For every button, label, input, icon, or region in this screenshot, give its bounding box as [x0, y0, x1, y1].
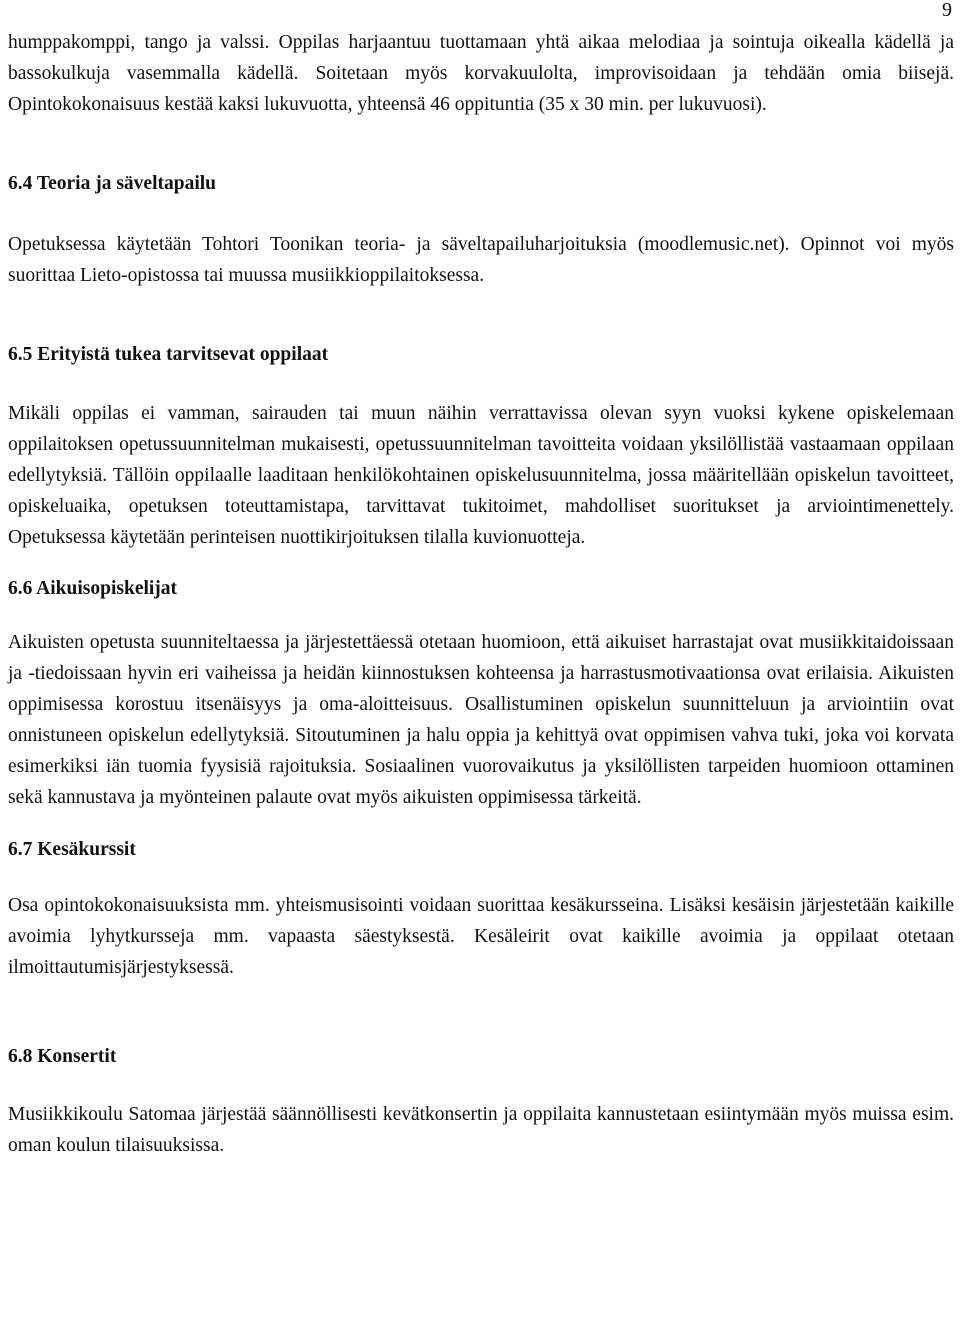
section-heading-6-5: 6.5 Erityistä tukea tarvitsevat oppilaat [8, 344, 329, 365]
page-number: 9 [942, 0, 952, 21]
section-body-6-5: Mikäli oppilas ei vamman, sairauden tai muun näihin verrattavissa olevan syyn vuoksi kykene opiskelemaan oppilaitoksen opetussuunnitelman mukaisesti, opetussuunnitelman tavoitteita voidaan yksilöllistää vastaamaan oppilaan edellytyksiä. Tällöin oppilaalle laaditaan henkilökohtainen opiskelusuunnitelma, jossa määritellään opiskelun tavoitteet, opiskeluaika, opetuksen toteuttamistapa, tarvittavat tukitoimet, mahdolliset suoritukset ja arviointimenettely. Opetuksessa käytetään perinteisen nuottikirjoituksen tilalla kuvionuotteja. [8, 403, 954, 548]
section-heading-6-8: 6.8 Konsertit [8, 1046, 117, 1067]
document-body [8, 27, 954, 1161]
section-heading-6-6: 6.6 Aikuisopiskelijat [8, 578, 178, 599]
intro-paragraph: humppakomppi, tango ja valssi. Oppilas harjaantuu tuottamaan yhtä aikaa melodiaa ja sointuja oikealla kädellä ja bassokulkuja vasemmalla kädellä. Soitetaan myös korvakuulolta, improvisoidaan ja tehdään omia biisejä. Opintokokonaisuus kestää kaksi lukuvuotta, yhteensä 46 oppituntia (35 x 30 min. per lukuvuosi). [8, 32, 954, 115]
section-body-6-4: Opetuksessa käytetään Tohtori Toonikan teoria- ja säveltapailuharjoituksia (moodlemusic.net). Opinnot voi myös suorittaa Lieto-opistossa tai muussa musiikkioppilaitoksessa. [8, 234, 954, 286]
section-heading-6-4: 6.4 Teoria ja säveltapailu [8, 173, 217, 194]
section-heading-6-7: 6.7 Kesäkurssit [8, 839, 136, 860]
section-body-6-7: Osa opintokokonaisuuksista mm. yhteismusisointi voidaan suorittaa kesäkursseina. Lisäksi kesäisin järjestetään kaikille avoimia lyhytkursseja mm. vapaasta säestyksestä. Kesäleirit ovat kaikille avoimia ja oppilaat otetaan ilmoittautumisjärjestyksessä. [8, 895, 954, 978]
section-body-6-6: Aikuisten opetusta suunniteltaessa ja järjestettäessä otetaan huomioon, että aikuiset harrastajat ovat musiikkitaidoissaan ja -tiedoissaan hyvin eri vaiheissa ja heidän kiinnostuksen kohteensa ja harrastusmotivaationsa ovat erilaisia. Aikuisten oppimisessa korostuu itsenäisyys ja oma-aloitteisuus. Osallistuminen opiskelun suunnitteluun ja arviointiin ovat onnistuneen opiskelun edellytyksiä. Sitoutuminen ja halu oppia ja kehittyä ovat oppimisen vahva tuki, joka voi korvata esimerkiksi iän tuomia fyysisiä rajoituksia. Sosiaalinen vuorovaikutus ja yksilöllisten tarpeiden huomioon ottaminen sekä kannustava ja myönteinen palaute ovat myös aikuisten oppimisessa tärkeitä. [8, 632, 954, 808]
section-body-6-8: Musiikkikoulu Satomaa järjestää säännöllisesti kevätkonsertin ja oppilaita kannustetaan esiintymään myös muissa esim. oman koulun tilaisuuksissa. [8, 1104, 954, 1156]
